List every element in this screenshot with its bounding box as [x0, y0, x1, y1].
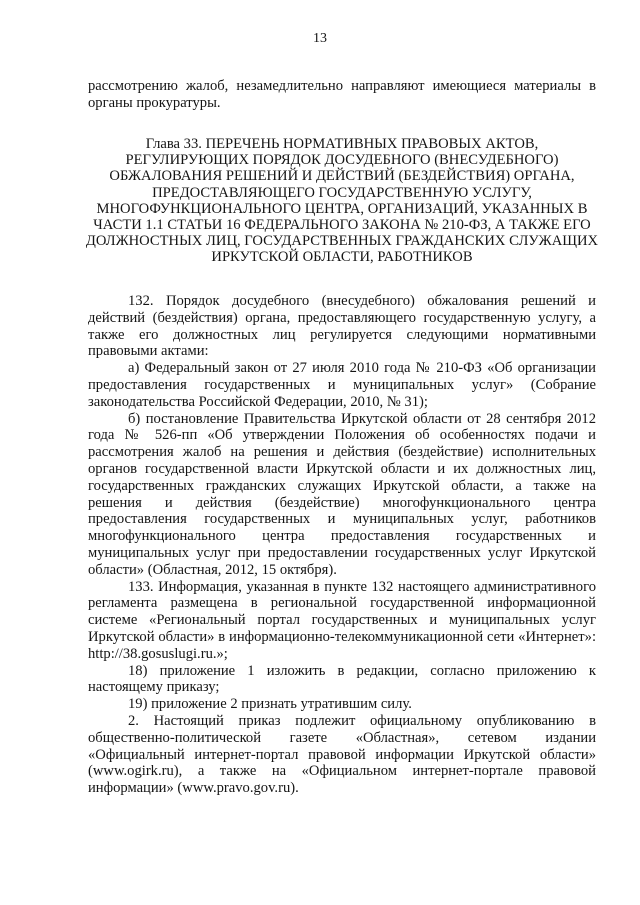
- page-number: 13: [313, 31, 327, 46]
- chapter-heading: Глава 33. ПЕРЕЧЕНЬ НОРМАТИВНЫХ ПРАВОВЫХ АКТОВ, РЕГУЛИРУЮЩИХ ПОРЯДОК ДОСУДЕБНОГО (ВНЕСУДЕБНОГО) ОБЖАЛОВАНИЯ РЕШЕНИЙ И ДЕЙСТВИЙ (БЕЗДЕЙСТВИЯ) ОРГАНА, ПРЕДОСТАВЛЯЮЩЕГО ГОСУДАРСТВЕННУЮ УСЛУГУ, МНОГОФУНКЦИОНАЛЬНОГО ЦЕНТРА, ОРГАНИЗАЦИЙ, УКАЗАННЫХ В ЧАСТИ 1.1 СТАТЬИ 16 ФЕДЕРАЛЬНОГО ЗАКОНА № 210-ФЗ, А ТАКЖЕ ЕГО ДОЛЖНОСТНЫХ ЛИЦ, ГОСУДАРСТВЕННЫХ ГРАЖДАНСКИХ СЛУЖАЩИХ ИРКУТСКОЙ ОБЛАСТИ, РАБОТНИКОВ: [85, 136, 599, 266]
- intro-paragraph: рассмотрению жалоб, незамедлительно направляют имеющиеся материалы в органы прокуратуры.: [88, 78, 596, 111]
- paragraph-133: 133. Информация, указанная в пункте 132 настоящего административного регламента размещена в региональной государственной информационной системе «Региональный портал государственных и муниципальных услуг Иркутской области» в информационно-телекоммуникационной сети «Интернет»: http://38.gosuslugi.ru.»;: [88, 578, 596, 662]
- paragraph-section-2: 2. Настоящий приказ подлежит официальному опубликованию в общественно-политической газете «Областная», сетевом издании «Официальный интернет-портал правовой информации Иркутской области» (www.ogirk.ru), а также на «Официальном интернет-портале правовой информации» (www.pravo.gov.ru).: [88, 712, 596, 797]
- paragraph-item-18: 18) приложение 1 изложить в редакции, согласно приложению к настоящему приказу;: [88, 662, 596, 696]
- paragraph-item-19: 19) приложение 2 признать утратившим силу.: [128, 696, 412, 713]
- paragraph-132-a: а) Федеральный закон от 27 июля 2010 года № 210-ФЗ «Об организации предоставления государственных и муниципальных услуг» (Собрание законодательства Российской Федерации, 2010, № 31);: [88, 360, 596, 410]
- paragraph-132: 132. Порядок досудебного (внесудебного) обжалования решений и действий (бездействия) органа, предоставляющего государственную услугу, а также его должностных лиц регулируется следующими нормативными правовыми актами:: [88, 293, 596, 360]
- body-text: [88, 293, 596, 797]
- intro-block: [88, 78, 596, 112]
- paragraph-132-b: б) постановление Правительства Иркутской области от 28 сентября 2012 года № 526-пп «Об утверждении Положения об особенностях подачи и рассмотрения жалоб на решения и действия (бездействие) исполнительных органов государственной власти Иркутской области и их должностных лиц, государственных гражданских служащих Иркутской области, а также на решения и действия (бездействие) многофункционального центра предоставления государственных и муниципальных услуг, работников многофункционального центра предоставления государственных и муниципальных услуг при предоставлении государственных услуг Иркутской области» (Областная, 2012, 15 октября).: [88, 410, 596, 578]
